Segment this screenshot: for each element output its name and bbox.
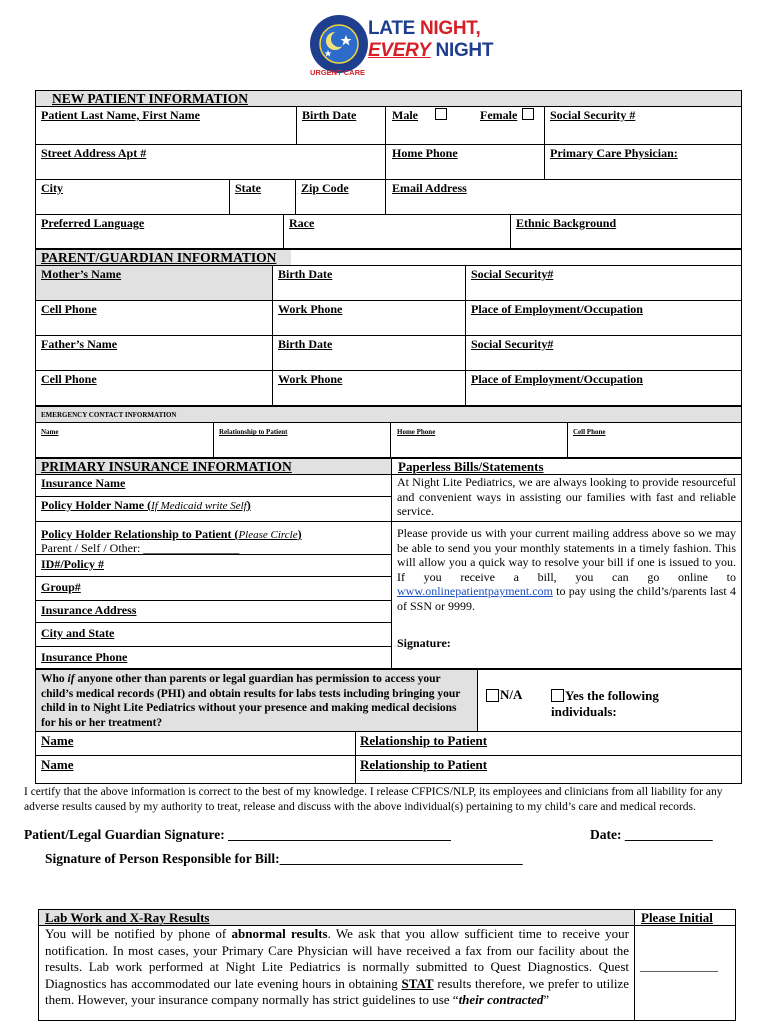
- father-work-label: Work Phone: [278, 372, 343, 386]
- male-checkbox[interactable]: [435, 108, 447, 120]
- mother-birth-label: Birth Date: [278, 267, 333, 281]
- permission-relationship-2: Relationship to Patient: [360, 757, 488, 772]
- permission-question-b: anyone other than parents or legal guardian has permission to access your child’s medical records (PHI) and obtain results for labs tests including bringing your child in to Night Lite Pediatrics without your presence and making medical decisions for his or her treatment?: [41, 673, 461, 729]
- street-label: Street Address Apt #: [41, 146, 147, 160]
- relationship-label: [41, 527, 302, 542]
- ssn-label: Social Security #: [550, 108, 636, 122]
- policy-holder-close: ): [246, 498, 251, 512]
- home-phone-label: Home Phone: [392, 146, 458, 160]
- policy-holder-note: If Medicaid write Self: [151, 500, 247, 512]
- father-name-label: Father’s Name: [41, 337, 118, 351]
- relationship-note: Please Circle: [238, 529, 298, 541]
- please-initial-label: Please Initial: [641, 910, 713, 925]
- policy-holder-label: [41, 498, 251, 513]
- emergency-home-phone-label: Home Phone: [397, 428, 436, 436]
- patient-section-title: NEW PATIENT INFORMATION: [52, 91, 249, 106]
- relationship-text: Policy Holder Relationship to Patient (: [41, 527, 239, 541]
- date-line[interactable]: Date: _____________: [590, 827, 713, 842]
- pcp-label: Primary Care Physician:: [550, 146, 678, 160]
- mother-name-label: Mother’s Name: [41, 267, 122, 281]
- emergency-cell-phone-label: Cell Phone: [573, 428, 606, 436]
- city-label: City: [41, 181, 63, 195]
- initial-line[interactable]: ____________: [640, 958, 718, 973]
- permission-question-a: Who: [41, 673, 68, 685]
- mother-employ-label: Place of Employment/Occupation: [471, 302, 643, 316]
- lab-paragraph-4: ”: [543, 992, 550, 1007]
- paperless-title: Paperless Bills/Statements: [398, 459, 544, 474]
- female-label: Female: [480, 108, 518, 122]
- male-label: Male: [392, 108, 418, 122]
- insurance-address-label: Insurance Address: [41, 603, 137, 617]
- father-employ-label: Place of Employment/Occupation: [471, 372, 643, 386]
- father-cell-label: Cell Phone: [41, 372, 97, 386]
- lab-paragraph: [45, 926, 629, 1009]
- slogan-night: NIGHT,: [419, 18, 481, 39]
- na-label: N/A: [500, 687, 523, 702]
- lab-paragraph-1: You will be notified by phone of: [45, 926, 232, 941]
- insurance-city-state-label: City and State: [41, 626, 115, 640]
- female-checkbox[interactable]: [522, 108, 534, 120]
- group-label: Group#: [41, 580, 81, 594]
- birth-date-label: Birth Date: [302, 108, 357, 122]
- paperless-paragraph-1: At Night Lite Pediatrics, we are always looking to provide resourceful and convenient ways in assisting our families with fast and reliable service.: [397, 475, 736, 518]
- slogan-late: LATE: [368, 18, 420, 39]
- relationship-options[interactable]: Parent / Self / Other: ________________: [41, 541, 240, 555]
- mother-cell-label: Cell Phone: [41, 302, 97, 316]
- lab-abnormal-results: abnormal results: [231, 926, 328, 941]
- slogan-night-2: NIGHT: [430, 40, 494, 61]
- paperless-paragraph-2-a: Please provide us with your current mailing address above so we may be able to send you your monthly statements in a timely fashion. This will allow you a quick way to resolve your bill if one is issued to you. If you receive a bill, you can go online to: [397, 526, 736, 584]
- policy-id-label: ID#/Policy #: [41, 557, 104, 571]
- race-label: Race: [289, 216, 315, 230]
- lab-paragraph-2: . We ask that you allow sufficient time to receive your notification. In most cases, your Primary Care Physician will have received a fax from our facility about the results. Lab work performed at Night Lite Pediatrics is normally submitted to Quest Diagnostics. Quest Diagnostics has accommodated our late evening hours in obtaining: [45, 926, 629, 991]
- language-label: Preferred Language: [41, 216, 145, 230]
- father-birth-label: Birth Date: [278, 337, 333, 351]
- lab-their-contracted: their contracted: [458, 992, 544, 1007]
- permission-name-1: Name: [41, 733, 74, 748]
- yes-label: Yes the following individuals:: [551, 688, 659, 719]
- lab-section-title: Lab Work and X-Ray Results: [45, 910, 210, 925]
- lab-paragraph-3: results therefore, we prefer to utilize them. However, your insurance company normally has strict guidelines to use “: [45, 975, 629, 1007]
- emergency-relationship-label: Relationship to Patient: [219, 428, 288, 436]
- policy-holder-text: Policy Holder Name (: [41, 498, 152, 512]
- insurance-section-title: PRIMARY INSURANCE INFORMATION: [41, 459, 292, 474]
- paperless-paragraph-2-b: to pay using the child’s/parents last 4 of SSN or 9999.: [397, 584, 736, 613]
- guardian-section-title: PARENT/GUARDIAN INFORMATION: [41, 250, 277, 265]
- slogan: [368, 18, 493, 62]
- father-ssn-label: Social Security#: [471, 337, 554, 351]
- paperless-paragraph-2: [397, 526, 736, 613]
- permission-question: [41, 672, 471, 730]
- certify-text: I certify that the above information is correct to the best of my knowledge. I release CFPICS/NLP, its employees and clinicians from all liability for any adverse results caused by my authority to treat, release and discuss with the above individual(s) pertaining to my child’s care and medical records.: [24, 786, 723, 813]
- permission-question-if: if: [67, 673, 75, 685]
- zip-label: Zip Code: [301, 181, 349, 195]
- permission-name-2: Name: [41, 757, 74, 772]
- emergency-section-title: EMERGENCY CONTACT INFORMATION: [41, 411, 177, 419]
- mother-ssn-label: Social Security#: [471, 267, 554, 281]
- slogan-every: EVERY: [368, 40, 431, 61]
- patient-name-label: Patient Last Name, First Name: [41, 108, 200, 122]
- lab-stat: STAT: [401, 975, 434, 991]
- guardian-signature-line[interactable]: Patient/Legal Guardian Signature: _________________________________: [24, 827, 451, 842]
- ethnic-label: Ethnic Background: [516, 216, 617, 230]
- na-checkbox[interactable]: [486, 689, 499, 702]
- mother-work-label: Work Phone: [278, 302, 343, 316]
- state-label: State: [235, 181, 261, 195]
- emergency-name-label: Name: [41, 428, 59, 436]
- logo-urgent-care: URGENT CARE: [310, 68, 366, 77]
- online-payment-link[interactable]: www.onlinepatientpayment.com: [397, 584, 553, 598]
- insurance-name-label: Insurance Name: [41, 476, 126, 490]
- paperless-signature-label: Signature:: [397, 636, 451, 650]
- permission-relationship-1: Relationship to Patient: [360, 733, 488, 748]
- email-label: Email Address: [392, 181, 467, 195]
- bill-signature-line[interactable]: Signature of Person Responsible for Bill:____________________________________: [45, 851, 523, 866]
- relationship-close: ): [297, 527, 302, 541]
- insurance-phone-label: Insurance Phone: [41, 650, 128, 664]
